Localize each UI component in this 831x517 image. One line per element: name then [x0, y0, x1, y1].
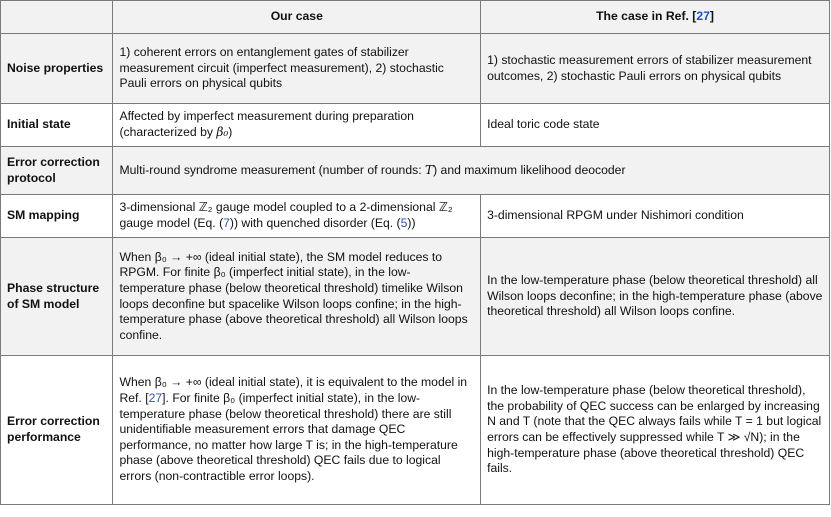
header-ref-prefix: The case in Ref. [ [596, 9, 697, 24]
ref-case-cell: 3-dimensional RPGM under Nishimori condition [481, 195, 830, 238]
row-label: Initial state [1, 104, 113, 147]
ref-case-cell: In the low-temperature phase (below theoretical threshold) all Wilson loops deconfine; in the high-temperature phase (above theoretical threshold) all Wilson loops confine. [481, 238, 830, 356]
row-label: Noise properties [1, 34, 113, 104]
equation-ref-link[interactable]: 7 [223, 216, 230, 230]
citation-link[interactable]: 27 [148, 391, 163, 406]
row-label: Phase structure of SM model [1, 238, 113, 356]
our-case-cell: When β₀ → +∞ (ideal initial state), the SM model reduces to RPGM. For finite β₀ (imperfect initial state), in the low-temperature phase (below theoretical threshold) timelike Wilson loops deconfine but spacelike Wilson loops confine; in the high-temperature phase (above theoretical threshold) all Wilson loops confine. [113, 238, 481, 356]
cell-text: ) [228, 125, 233, 139]
header-ref-case [481, 1, 830, 34]
row-sm-mapping [1, 195, 830, 238]
our-case-cell [113, 356, 481, 505]
cell-text: When β₀ → +∞ (ideal initial state), it is equivalent to the model in Ref. [ [119, 375, 468, 406]
cell-text: ]. For finite β₀ (imperfect initial state), in the low-temperature phase (below theoretical threshold) there are still unidentifiable measurement errors that damage QEC performance, no matter how large T is; in the high-temperature phase (above theoretical threshold) QEC fails due to logical errors (non-contractible error loops). [119, 391, 458, 483]
row-label: Error correction performance [1, 356, 113, 505]
rounds-symbol: T [424, 162, 434, 177]
cell-text: ) and maximum likelihood deocoder [433, 162, 626, 177]
ref-case-cell: In the low-temperature phase (below theoretical threshold), the probability of QEC success can be enlarged by increasing N and T (note that the QEC always fails while T = 1 but logical errors can be effectively suppressed while T ≫ √N); in the high-temperature phase (above theoretical threshold) QEC fails. [481, 356, 830, 505]
cell-text: )) with quenched disorder (Eq. ( [229, 216, 401, 230]
equation-ref-link[interactable]: 5 [400, 216, 408, 230]
our-case-cell [113, 195, 481, 238]
cell-text: 3-dimensional ℤ₂ gauge model coupled to a 2-dimensional ℤ₂ gauge model (Eq. ( [119, 200, 453, 230]
our-case-cell: 1) coherent errors on entanglement gates of stabilizer measurement circuit (imperfect measurement), 2) stochastic Pauli errors on physical qubits [113, 34, 481, 104]
cell-text: )) [407, 216, 416, 230]
merged-cell [113, 147, 830, 195]
row-noise-properties [1, 34, 830, 104]
header-empty-cell [1, 1, 113, 34]
header-ref-link[interactable]: 27 [696, 9, 710, 24]
ref-case-cell: Ideal toric code state [481, 104, 830, 147]
row-initial-state [1, 104, 830, 147]
row-phase-structure [1, 238, 830, 356]
ref-case-cell: 1) stochastic measurement errors of stabilizer measurement outcomes, 2) stochastic Pauli errors on physical qubits [481, 34, 830, 104]
row-error-correction-performance [1, 356, 830, 505]
beta-symbol: β₀ [216, 125, 229, 139]
our-case-cell [113, 104, 481, 147]
header-row [1, 1, 830, 34]
header-ref-suffix: ] [709, 9, 714, 24]
header-our-case: Our case [113, 1, 481, 34]
row-error-correction-protocol [1, 147, 830, 195]
row-label: Error correction protocol [1, 147, 113, 195]
cell-text: Affected by imperfect measurement during preparation (characterized by [119, 109, 414, 139]
row-label: SM mapping [1, 195, 113, 238]
cell-text: Multi-round syndrome measurement (number of rounds: [119, 162, 425, 177]
